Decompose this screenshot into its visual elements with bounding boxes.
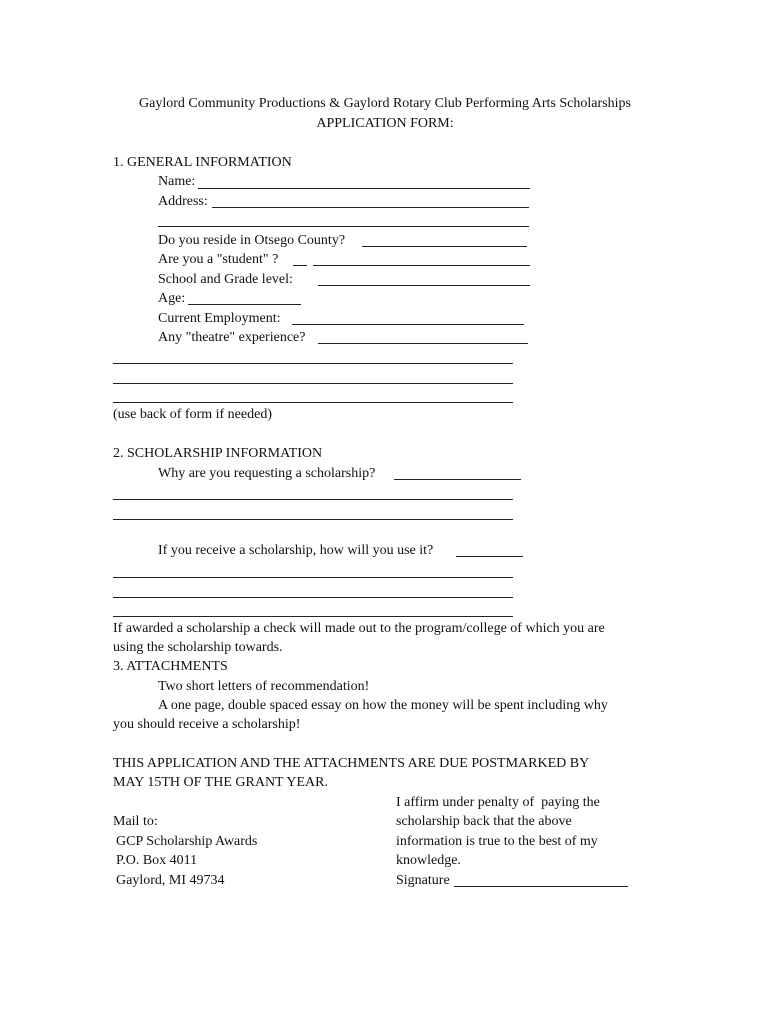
how-use-label: If you receive a scholarship, how will you use it?: [158, 543, 434, 558]
form-title: Gaylord Community Productions & Gaylord Rotary Club Performing Arts Scholarships: [139, 96, 631, 111]
deadline-line-2: MAY 15TH OF THE GRANT YEAR.: [113, 775, 328, 790]
name-label: Name:: [158, 174, 196, 189]
mail-address-line-1: GCP Scholarship Awards: [116, 834, 258, 849]
affirm-line-3: information is true to the best of my: [396, 834, 598, 849]
back-of-form-note: (use back of form if needed): [113, 407, 272, 422]
signature-field[interactable]: [454, 886, 628, 887]
how-use-field[interactable]: [456, 556, 523, 557]
general-information-heading: 1. GENERAL INFORMATION: [113, 155, 292, 170]
otsego-county-field[interactable]: [362, 246, 527, 247]
student-field-short[interactable]: [293, 265, 307, 266]
theatre-experience-field[interactable]: [318, 343, 528, 344]
affirm-line-2: scholarship back that the above: [396, 814, 572, 829]
how-use-line-3[interactable]: [113, 597, 513, 598]
mail-address-line-3: Gaylord, MI 49734: [116, 873, 225, 888]
current-employment-field[interactable]: [292, 324, 524, 325]
address-field[interactable]: [212, 207, 529, 208]
theatre-experience-line-2[interactable]: [113, 363, 513, 364]
check-note-line-2: using the scholarship towards.: [113, 640, 283, 655]
why-requesting-label: Why are you requesting a scholarship?: [158, 466, 376, 481]
attachment-item-essay-line-1: A one page, double spaced essay on how the money will be spent including why: [158, 698, 608, 713]
how-use-line-2[interactable]: [113, 577, 513, 578]
attachments-heading: 3. ATTACHMENTS: [113, 659, 228, 674]
how-use-line-4[interactable]: [113, 616, 513, 617]
theatre-experience-line-3[interactable]: [113, 383, 513, 384]
affirm-line-1: I affirm under penalty of paying the: [396, 795, 600, 810]
current-employment-label: Current Employment:: [158, 311, 281, 326]
school-grade-field[interactable]: [318, 285, 530, 286]
address-field-line-2[interactable]: [158, 226, 529, 227]
deadline-line-1: THIS APPLICATION AND THE ATTACHMENTS ARE DUE POSTMARKED BY: [113, 756, 590, 771]
age-field[interactable]: [188, 304, 301, 305]
attachment-item-letters: Two short letters of recommendation!: [158, 679, 370, 694]
age-label: Age:: [158, 291, 186, 306]
mail-address-line-2: P.O. Box 4011: [116, 853, 198, 868]
address-label: Address:: [158, 194, 208, 209]
affirm-line-4: knowledge.: [396, 853, 461, 868]
student-field[interactable]: [313, 265, 530, 266]
school-grade-label: School and Grade level:: [158, 272, 293, 287]
attachment-item-essay-line-2: you should receive a scholarship!: [113, 717, 301, 732]
scholarship-information-heading: 2. SCHOLARSHIP INFORMATION: [113, 446, 323, 461]
signature-label: Signature: [396, 873, 450, 888]
theatre-experience-label: Any "theatre" experience?: [158, 330, 306, 345]
otsego-county-label: Do you reside in Otsego County?: [158, 233, 346, 248]
check-note-line-1: If awarded a scholarship a check will made out to the program/college of which you are: [113, 621, 605, 636]
name-field[interactable]: [198, 188, 530, 189]
why-requesting-field[interactable]: [394, 479, 521, 480]
student-label: Are you a "student" ?: [158, 252, 279, 267]
mail-to-label: Mail to:: [113, 814, 158, 829]
form-subtitle: APPLICATION FORM:: [316, 116, 454, 131]
theatre-experience-line-4[interactable]: [113, 402, 513, 403]
why-requesting-line-3[interactable]: [113, 519, 513, 520]
why-requesting-line-2[interactable]: [113, 499, 513, 500]
